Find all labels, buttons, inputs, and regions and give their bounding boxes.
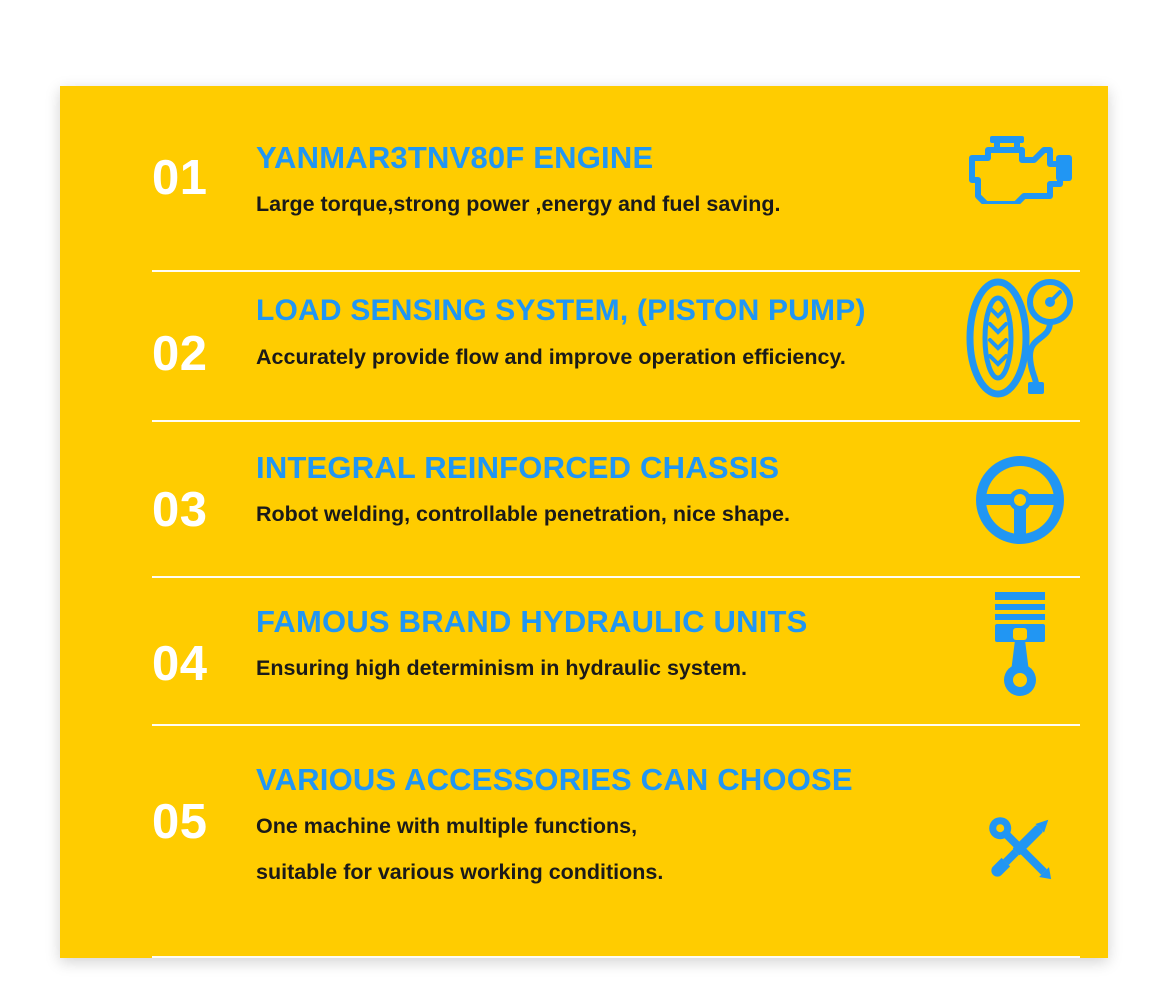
feature-text-block	[256, 450, 960, 530]
feature-description: Large torque,strong power ,energy and fuel saving.	[256, 191, 781, 216]
feature-row	[60, 422, 1108, 578]
feature-description: Robot welding, controllable penetration, nice shape.	[256, 501, 790, 526]
feature-description-line2: suitable for various working conditions.	[256, 859, 664, 884]
feature-description: Ensuring high determinism in hydraulic system.	[256, 655, 748, 680]
wrench-screwdriver-icon	[960, 808, 1080, 888]
row-divider	[152, 956, 1080, 958]
feature-title: LOAD SENSING SYSTEM, (PISTON PUMP)	[256, 294, 866, 327]
feature-rows	[60, 86, 1108, 958]
feature-text-block	[256, 604, 960, 684]
feature-text-block	[256, 762, 960, 888]
feature-text-block	[256, 294, 960, 373]
feature-title: YANMAR3TNV80F ENGINE	[256, 140, 654, 175]
feature-number: 03	[152, 483, 208, 537]
piston-icon	[960, 590, 1080, 700]
feature-text-block	[256, 140, 960, 220]
tire-pressure-gauge-icon	[960, 274, 1080, 402]
feature-number: 01	[152, 151, 208, 205]
feature-description: One machine with multiple functions,	[256, 813, 638, 838]
feature-panel	[60, 86, 1108, 958]
feature-row	[60, 726, 1108, 958]
feature-row	[60, 86, 1108, 272]
engine-icon	[960, 134, 1080, 204]
feature-title: VARIOUS ACCESSORIES CAN CHOOSE	[256, 762, 853, 797]
feature-number: 02	[152, 327, 208, 381]
feature-title: FAMOUS BRAND HYDRAULIC UNITS	[256, 604, 808, 639]
feature-number: 05	[152, 795, 208, 849]
feature-row	[60, 578, 1108, 726]
feature-number: 04	[152, 637, 208, 691]
feature-row	[60, 272, 1108, 422]
feature-title: INTEGRAL REINFORCED CHASSIS	[256, 450, 780, 485]
feature-description: Accurately provide flow and improve operation efficiency.	[256, 344, 846, 369]
steering-wheel-icon	[960, 452, 1080, 548]
